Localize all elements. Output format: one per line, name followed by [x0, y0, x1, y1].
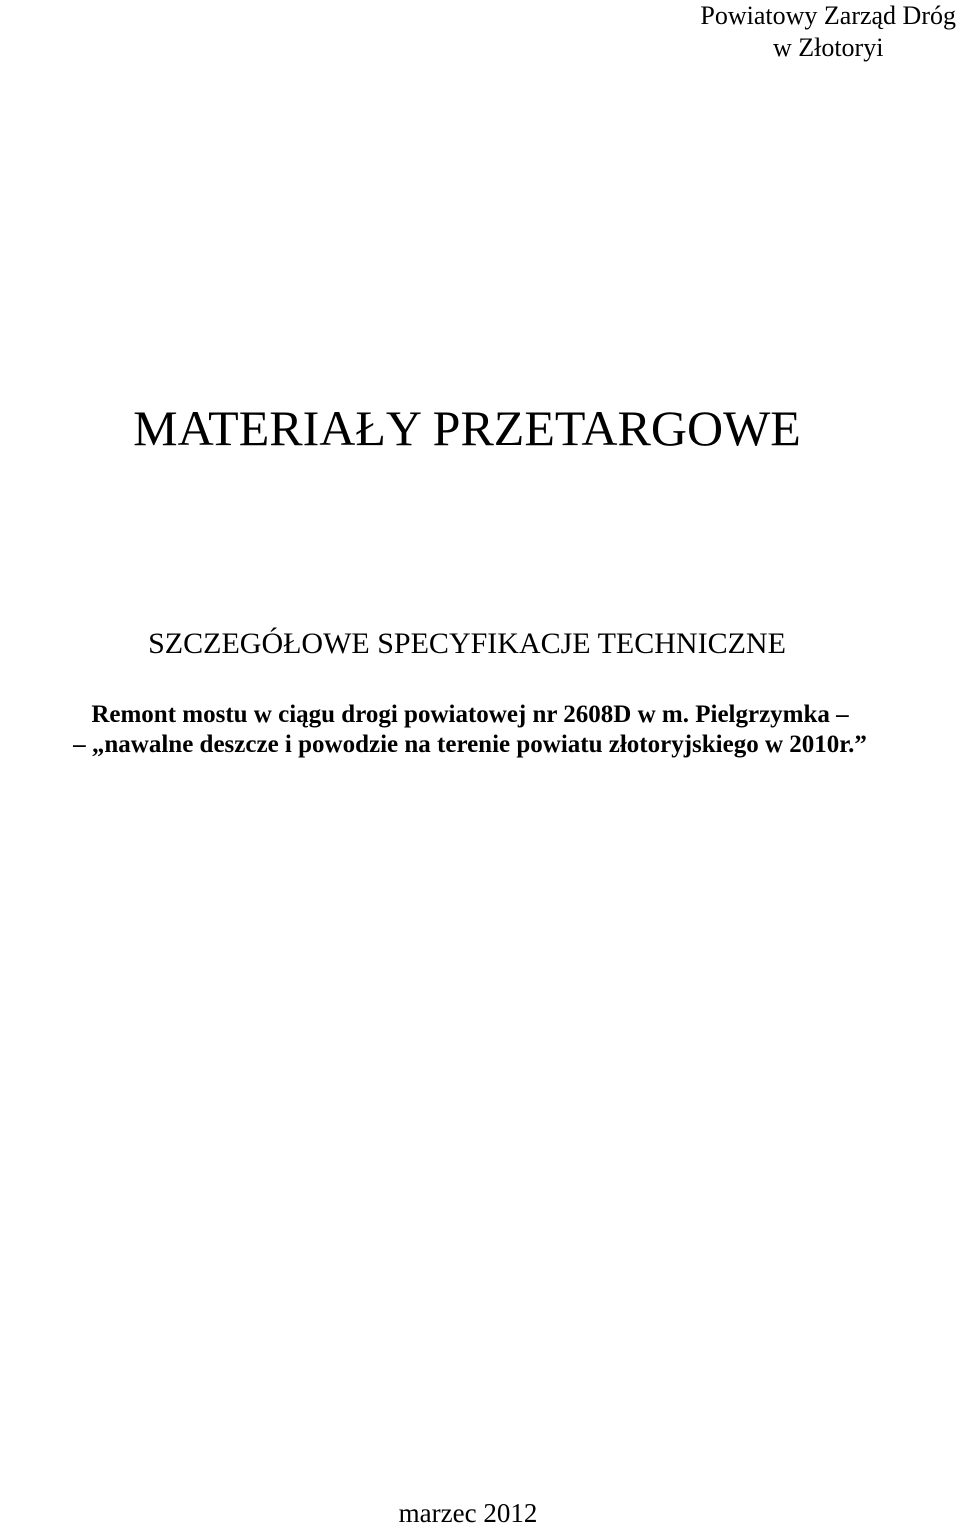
main-title: MATERIAŁY PRZETARGOWE: [133, 400, 801, 456]
subject-block: [0, 700, 940, 760]
sub-title: SZCZEGÓŁOWE SPECYFIKACJE TECHNICZNE: [148, 627, 786, 660]
document-date: marzec 2012: [398, 1498, 538, 1528]
issuer-name: Powiatowy Zarząd Dróg: [700, 1, 956, 30]
subject-line-1: Remont mostu w ciągu drogi powiatowej nr 2608D w m. Pielgrzymka –: [91, 701, 849, 728]
issuer-block: [700, 0, 956, 64]
subject-line-2: – „nawalne deszcze i powodzie na terenie powiatu złotoryjskiego w 2010r.”: [73, 731, 867, 758]
issuer-location: w Złotoryi: [772, 33, 884, 62]
